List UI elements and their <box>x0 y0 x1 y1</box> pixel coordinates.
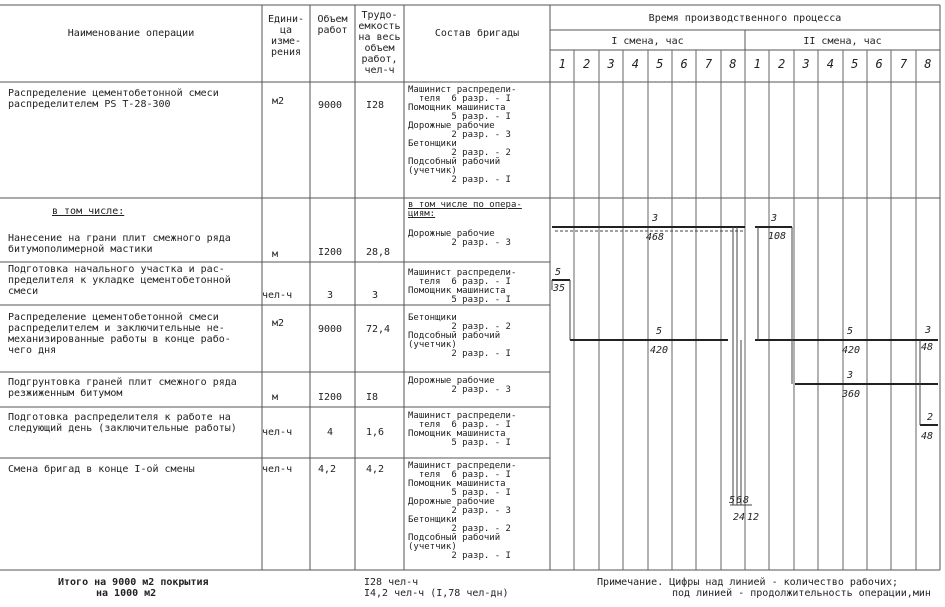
footer-total-value2: I4,2 чел-ч (I,78 чел-дн) <box>364 588 509 599</box>
gantt-priming-workers: 3 <box>847 370 854 381</box>
gantt-mastic-workers: 3 <box>652 213 659 224</box>
footer-total-value1: I28 чел-ч <box>364 577 419 588</box>
row-main-labor: I28 <box>366 100 385 111</box>
header-process-time: Время производственного процесса <box>648 13 842 24</box>
gantt-shift-change-workers-3: 8 <box>743 495 750 506</box>
footer-total-line2: на 1000 м2 <box>96 588 157 599</box>
gantt-distribution2-duration: 420 <box>842 345 861 356</box>
hour-label: 1 <box>558 57 566 71</box>
footer-total-line1: Итого на 9000 м2 покрытия <box>58 577 209 588</box>
row-mastic-name: Нанесение на грани плит смежного ряда битумополимерной мастики <box>8 233 231 255</box>
hour-label: 7 <box>704 57 713 71</box>
hour-label: 6 <box>875 57 883 71</box>
hour-label: 7 <box>899 57 908 71</box>
row-prep-unit: чел-ч <box>262 290 293 301</box>
row-including-name: в том числе: <box>52 206 125 217</box>
row-mastic-unit: м <box>272 249 279 260</box>
row-distribution-labor: 72,4 <box>366 324 391 335</box>
hour-label: 5 <box>656 57 664 71</box>
row-prepare-next-labor: 1,6 <box>366 427 385 438</box>
row-prep-volume: 3 <box>327 290 334 301</box>
row-prep-crew: Машинист распредели- теля 6 разр. - I Помощник машиниста 5 разр. - I <box>408 268 517 305</box>
row-prepare-next-name: Подготовка распределителя к работе на следующий день (заключительные работы) <box>8 412 237 434</box>
row-priming-volume: I200 <box>318 392 343 403</box>
header-shift2: II смена, час <box>803 36 882 47</box>
header-crew: Состав бригады <box>434 28 520 39</box>
row-distribution-volume: 9000 <box>318 324 343 335</box>
row-prep-name: Подготовка начального участка и рас- пределителя к укладке цементобетонной смеси <box>8 264 231 297</box>
gantt-mastic2-workers: 3 <box>771 213 778 224</box>
gantt-prepare-next-duration: 48 <box>921 431 934 442</box>
row-mastic-volume: I200 <box>318 247 343 258</box>
row-shift-change-crew: Машинист распредели- теля 6 разр. - I Помощник машиниста 5 разр. - I Дорожные рабочие 2 разр. - 3 Бетонщики 2 разр. - 2 Подсобный рабочий (учетчик) 2 разр. - I <box>408 461 517 561</box>
row-distribution-unit: м2 <box>272 318 285 329</box>
hour-label: 4 <box>631 57 639 71</box>
row-priming-unit: м <box>272 392 279 403</box>
row-main-name: Распределение цементобетонной смеси распределителем РS Т-28-300 <box>8 88 219 110</box>
gantt-distribution-duration: 420 <box>650 345 669 356</box>
row-priming-crew: Дорожные рабочие 2 разр. - 3 <box>408 376 511 395</box>
row-including-crew: в том числе по опера- циям: <box>408 200 522 219</box>
hour-label: 2 <box>777 57 786 71</box>
header-shift1: I смена, час <box>611 36 684 47</box>
gantt-shift-change-workers-2: 6 <box>736 495 743 506</box>
hour-label: 6 <box>680 57 688 71</box>
row-priming-name: Подгрунтовка граней плит смежного ряда резжиженным битумом <box>8 377 237 399</box>
hour-label: 5 <box>851 57 859 71</box>
gantt-distribution-workers: 5 <box>656 326 663 337</box>
row-prepare-next-crew: Машинист распредели- теля 6 разр. - I Помощник машиниста 5 разр. - I <box>408 411 517 448</box>
hour-label: 3 <box>607 57 615 71</box>
row-distribution-crew: Бетонщики 2 разр. - 2 Подсобный рабочий (учетчик) 2 разр. - I <box>408 313 511 359</box>
footer-note-line1: Примечание. Цифры над линией - количество рабочих; <box>597 577 899 588</box>
row-main-volume: 9000 <box>318 100 343 111</box>
gantt-distribution2-workers: 5 <box>847 326 854 337</box>
hour-label: 4 <box>826 57 834 71</box>
hour-label: 2 <box>582 57 591 71</box>
gantt-shift-change-duration-1: 24 <box>733 512 746 523</box>
row-prep-labor: 3 <box>372 290 379 301</box>
row-main-crew: Машинист распредели- теля 6 разр. - I Помощник машиниста 5 разр. - I Дорожные рабочие 2 разр. - 3 Бетонщики 2 разр. - 2 Подсобный рабочий (учетчик) 2 разр. - I <box>408 85 517 185</box>
gantt-mastic-duration: 468 <box>646 232 665 243</box>
header-operation: Наименование операции <box>67 28 195 39</box>
gantt-distribution3-workers: 3 <box>925 325 932 336</box>
row-mastic-labor: 28,8 <box>366 247 391 258</box>
row-prepare-next-volume: 4 <box>327 427 334 438</box>
row-main-unit: м2 <box>272 96 285 107</box>
row-distribution-name: Распределение цементобетонной смеси распределителем и заключительные не- механизированные работы в конце рабо- чего дня <box>8 312 231 356</box>
gantt-priming-duration: 360 <box>842 389 861 400</box>
header-unit: Едини- ца изме- рения <box>267 14 305 58</box>
footer-note-line2: под линией - продолжительность операции,мин <box>672 588 931 599</box>
gantt-shift-change-duration-3: 12 <box>747 512 760 523</box>
gantt-distribution3-duration: 48 <box>921 342 934 353</box>
hour-label: 1 <box>753 57 761 71</box>
gantt-mastic2-duration: 108 <box>768 231 787 242</box>
hour-label: 8 <box>729 57 737 71</box>
row-shift-change-labor: 4,2 <box>366 464 385 475</box>
gantt-shift-change-workers-1: 5 <box>729 495 736 506</box>
row-priming-labor: I8 <box>366 392 379 403</box>
row-mastic-crew: Дорожные рабочие 2 разр. - 3 <box>408 229 511 248</box>
row-shift-change-volume: 4,2 <box>318 464 337 475</box>
row-prepare-next-unit: чел-ч <box>262 427 293 438</box>
header-labor: Трудо- емкость на весь объем работ, чел-ч <box>358 10 401 76</box>
row-shift-change-name: Смена бригад в конце I-ой смены <box>8 464 195 475</box>
hour-label: 8 <box>924 57 932 71</box>
gantt-prep-workers: 5 <box>555 267 562 278</box>
header-volume: Объем работ <box>317 14 348 36</box>
row-shift-change-unit: чел-ч <box>262 464 293 475</box>
gantt-prep-duration: 35 <box>553 283 566 294</box>
hour-label: 3 <box>802 57 810 71</box>
gantt-prepare-next-workers: 2 <box>927 412 934 423</box>
